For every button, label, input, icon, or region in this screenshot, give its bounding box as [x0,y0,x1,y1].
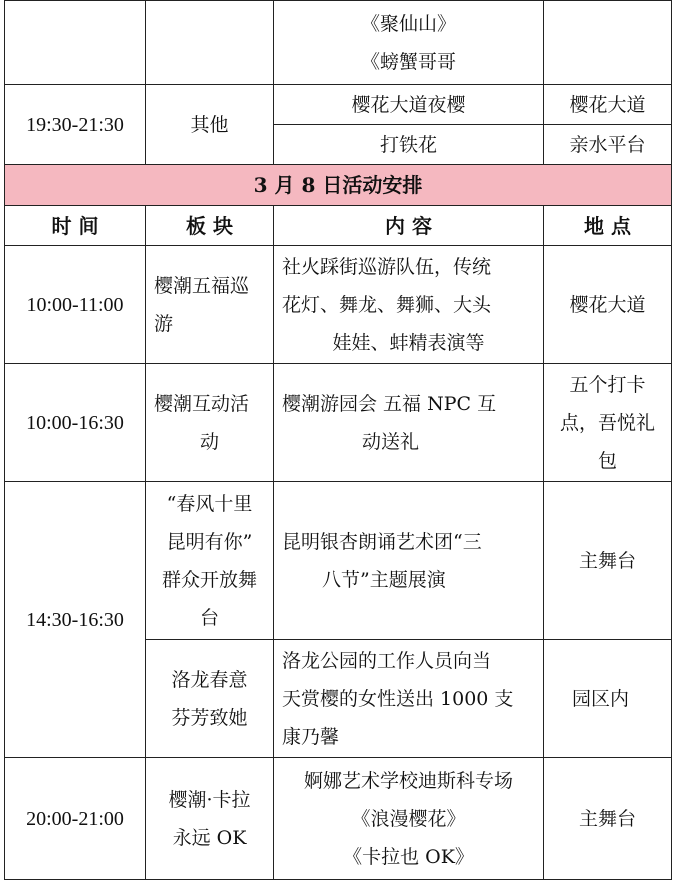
content-line: 《卡拉也 OK》 [343,845,474,868]
section-line: 动 [199,430,219,453]
time-cell: 10:00-11:00 [5,246,146,364]
day-banner: 3 月 8 日活动安排 [5,165,672,206]
content-cell: 打铁花 [274,125,544,165]
content-line: 天赏樱的女性送出 1000 支 [282,687,514,710]
section-line: 芬芳致她 [171,706,248,729]
location-line: 包 [597,449,617,472]
section-cell [146,482,274,640]
header-section: 板 块 [146,206,274,246]
location-line: 主舞台 [578,549,636,572]
table-row [5,165,672,206]
section-line: 樱潮互动活 [154,392,250,415]
location-line: 樱花大道 [569,293,646,316]
content-cell [274,482,544,640]
content-line: 洛龙公园的工作人员向当 [282,649,492,672]
location-cell [544,1,672,85]
content-line: 婀娜艺术学校迪斯科专场 [303,769,513,792]
header-content: 内 容 [274,206,544,246]
time-cell: 19:30-21:30 [5,85,146,165]
content-line: 娃娃、蚌精表演等 [332,331,485,354]
section-cell [146,758,274,880]
location-cell: 樱花大道 [544,85,672,125]
content-line: 昆明银杏朗诵艺术团“三 [282,530,482,553]
section-line: 洛龙春意 [171,668,248,691]
content-cell [274,640,544,758]
table-row [5,482,672,640]
location-cell [544,246,672,364]
content-line: 樱潮游园会 五福 NPC 互 [282,392,497,415]
content-cell [274,758,544,880]
table-header-row [5,206,672,246]
table-row [5,364,672,482]
content-line: 《浪漫樱花》 [351,807,466,830]
time-cell: 10:00-16:30 [5,364,146,482]
content-line: 康乃馨 [282,725,340,748]
location-cell [544,758,672,880]
section-line: 台 [199,606,219,629]
content-cell [274,246,544,364]
section-cell [146,1,274,85]
section-cell [146,246,274,364]
content-line: 《聚仙山》 [360,12,456,35]
section-cell [146,640,274,758]
location-cell [544,364,672,482]
section-line: 群众开放舞 [161,568,257,591]
time-cell [5,1,146,85]
location-line: 主舞台 [578,807,636,830]
time-cell: 14:30-16:30 [5,482,146,758]
header-location: 地 点 [544,206,672,246]
content-line: 动送礼 [362,430,420,453]
location-line: 五个打卡 [569,373,646,396]
schedule-table [4,0,672,880]
content-cell [274,1,544,85]
section-line: 樱潮·卡拉 [168,788,251,811]
table-row [5,246,672,364]
header-time: 时 间 [5,206,146,246]
time-cell: 20:00-21:00 [5,758,146,880]
section-line: “春风十里 [166,492,253,515]
section-line: 昆明有你” [166,530,253,553]
location-cell [544,640,672,758]
content-cell: 樱花大道夜樱 [274,85,544,125]
location-line: 点，吾悦礼 [559,411,655,434]
table-row [5,1,672,85]
location-cell: 亲水平台 [544,125,672,165]
content-line: 《螃蟹哥哥 [360,50,456,73]
location-cell [544,482,672,640]
section-cell [146,364,274,482]
section-line: 永远 OK [172,826,247,849]
section-cell: 其他 [146,85,274,165]
location-line: 园区内 [572,687,630,710]
table-row [5,758,672,880]
section-line: 游 [154,312,174,335]
table-row [5,85,672,125]
content-line: 社火踩街巡游队伍，传统 [282,255,492,278]
content-cell [274,364,544,482]
content-line: 八节”主题展演 [322,568,446,591]
section-line: 樱潮五福巡 [154,274,250,297]
content-line: 花灯、舞龙、舞狮、大头 [282,293,492,316]
